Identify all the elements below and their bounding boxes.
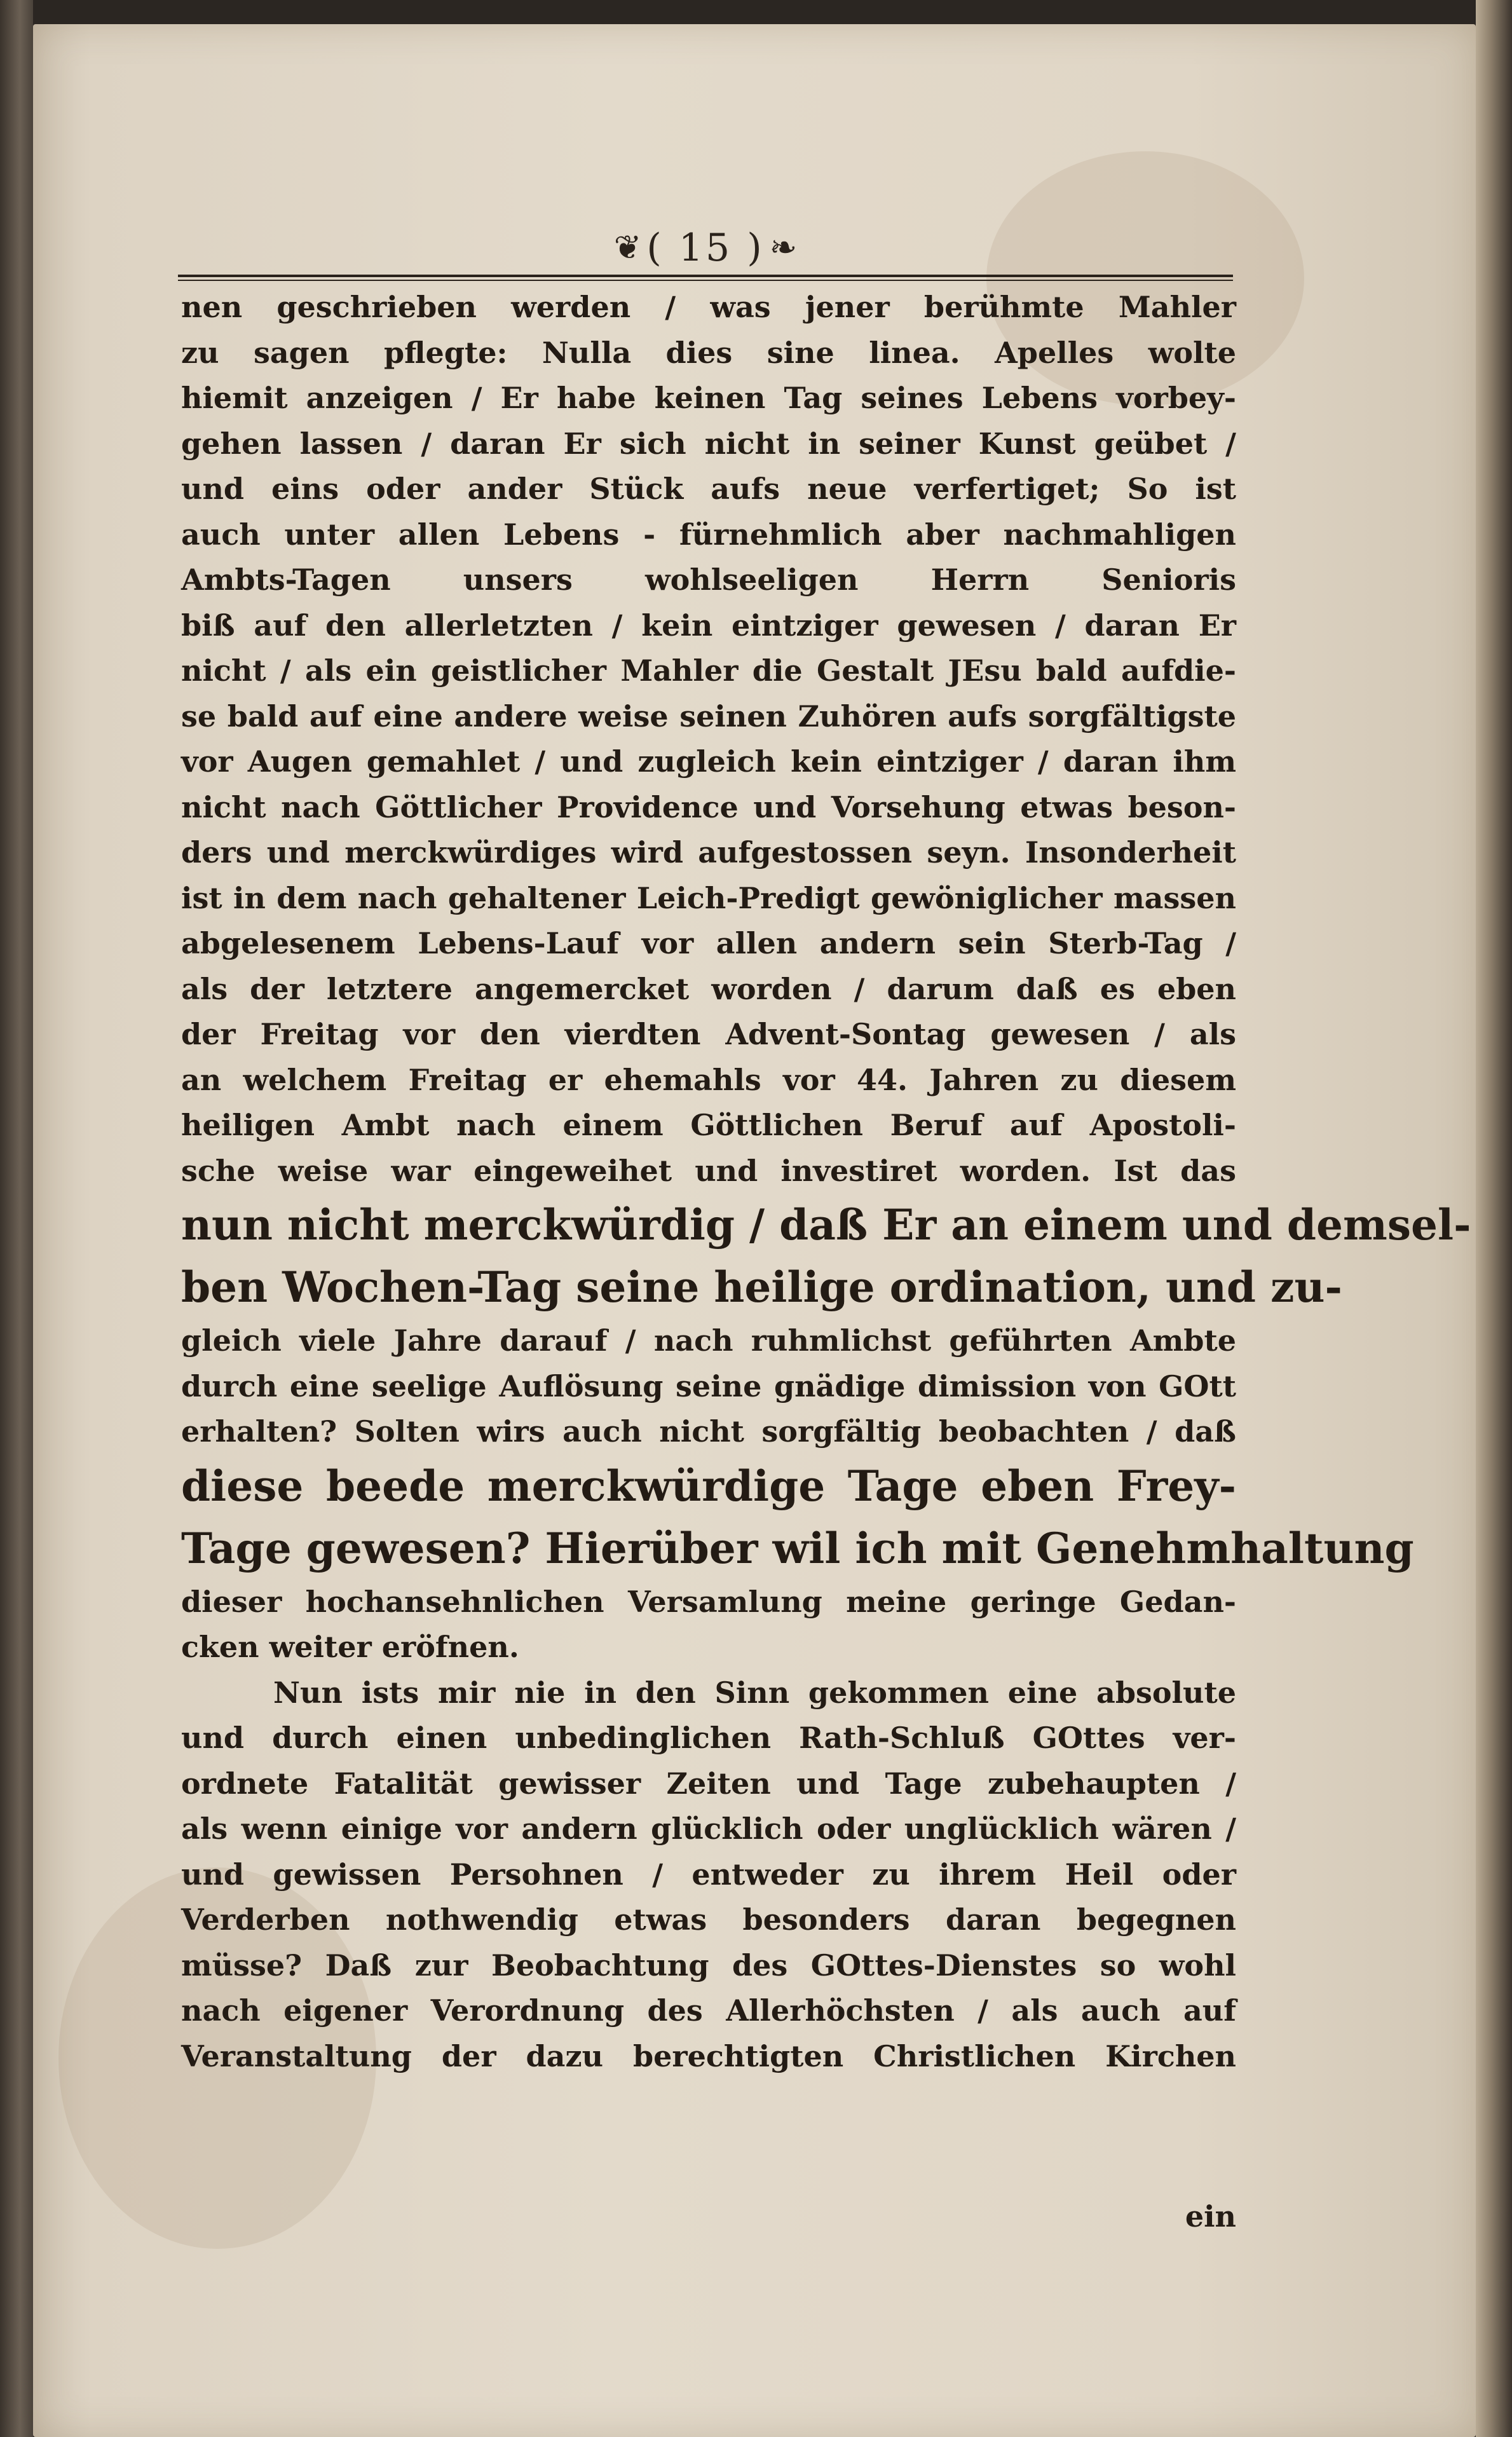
text-line: und gewissen Persohnen / entweder zu ihrem Heil oder — [181, 1857, 1236, 1892]
text-line: gehen lassen / daran Er sich nicht in seiner Kunst geübet / — [181, 426, 1236, 461]
text-line: nach eigener Verordnung des Allerhöchsten / als auch auf — [181, 1993, 1236, 2028]
page-header — [178, 219, 1233, 276]
ornament-left-icon: ❦ — [613, 229, 642, 267]
text-line: nicht / als ein geistlicher Mahler die Gestalt JEsu bald aufdie- — [181, 653, 1236, 688]
text-line: und durch einen unbedinglichen Rath-Schluß GOttes ver- — [181, 1721, 1236, 1755]
text-line-emphasis: Tage gewesen? Hierüber wil ich mit Genehmhaltung — [181, 1523, 1414, 1573]
text-line-emphasis: ben Wochen-Tag seine heilige ordination, und zu- — [181, 1262, 1342, 1312]
text-line-emphasis: diese beede merckwürdige Tage eben Frey- — [181, 1461, 1236, 1511]
right-book-edge — [1476, 0, 1512, 2437]
ornament-right-icon: ❧ — [769, 229, 798, 267]
text-line: nicht nach Göttlicher Providence und Vorsehung etwas beson- — [181, 789, 1236, 824]
page-number: ( 15 ) — [646, 226, 765, 270]
body-text — [181, 285, 1471, 2079]
text-line: biß auf den allerletzten / kein eintziger gewesen / daran Er — [181, 608, 1236, 643]
text-line: ordnete Fatalität gewisser Zeiten und Tage zubehaupten / — [181, 1766, 1236, 1801]
text-line: nen geschrieben werden / was jener berühmte Mahler — [181, 290, 1236, 324]
text-line: durch eine seelige Auflösung seine gnädige dimission von GOtt — [181, 1369, 1236, 1403]
text-line-emphasis: nun nicht merckwürdig / daß Er an einem und demsel- — [181, 1200, 1471, 1250]
text-line: als wenn einige vor andern glücklich oder unglücklich wären / — [181, 1812, 1236, 1846]
header-rule — [178, 275, 1233, 281]
text-line: an welchem Freitag er ehemahls vor 44. Jahren zu diesem — [181, 1062, 1236, 1097]
text-line: und eins oder ander Stück aufs neue verfertiget; So ist — [181, 472, 1236, 506]
text-line: der Freitag vor den vierdten Advent-Sontag gewesen / als — [181, 1017, 1236, 1051]
text-line: heiligen Ambt nach einem Göttlichen Beruf auf Apostoli- — [181, 1108, 1236, 1142]
text-line: zu sagen pflegte: Nulla dies sine linea. Apelles wolte — [181, 335, 1236, 370]
catchword: ein — [1185, 2199, 1236, 2234]
paragraph-first-line: Nun ists mir nie in den Sinn gekommen eine absolute — [273, 1675, 1236, 1710]
text-line: se bald auf eine andere weise seinen Zuhören aufs sorgfältigste — [181, 699, 1236, 734]
text-line: als der letztere angemercket worden / darum daß es eben — [181, 971, 1236, 1006]
text-line: erhalten? Solten wirs auch nicht sorgfältig beobachten / daß — [181, 1414, 1236, 1449]
text-line: abgelesenem Lebens-Lauf vor allen andern sein Sterb-Tag / — [181, 926, 1236, 960]
left-book-edge — [0, 0, 33, 2437]
text-line: Verderben nothwendig etwas besonders daran begegnen — [181, 1902, 1236, 1937]
text-line: hiemit anzeigen / Er habe keinen Tag seines Lebens vorbey- — [181, 381, 1236, 415]
text-line: gleich viele Jahre darauf / nach ruhmlichst geführten Ambte — [181, 1323, 1236, 1358]
text-line: ist in dem nach gehaltener Leich-Predigt gewöniglicher massen — [181, 880, 1236, 915]
text-line: müsse? Daß zur Beobachtung des GOttes-Dienstes so wohl — [181, 1948, 1236, 1983]
text-line: vor Augen gemahlet / und zugleich kein eintziger / daran ihm — [181, 744, 1236, 779]
text-line: dieser hochansehnlichen Versamlung meine geringe Gedan- — [181, 1584, 1236, 1619]
text-line: sche weise war eingeweihet und investiret worden. Ist das — [181, 1153, 1236, 1188]
text-line: cken weiter eröfnen. — [181, 1630, 519, 1664]
text-line: auch unter allen Lebens - fürnehmlich aber nachmahligen — [181, 517, 1236, 552]
text-line: ders und merckwürdiges wird aufgestossen seyn. Insonderheit — [181, 835, 1236, 870]
text-line: Ambts-Tagen unsers wohlseeligen Herrn Senioris — [181, 563, 1236, 597]
text-line: Veranstaltung der dazu berechtigten Christlichen Kirchen — [181, 2038, 1236, 2073]
